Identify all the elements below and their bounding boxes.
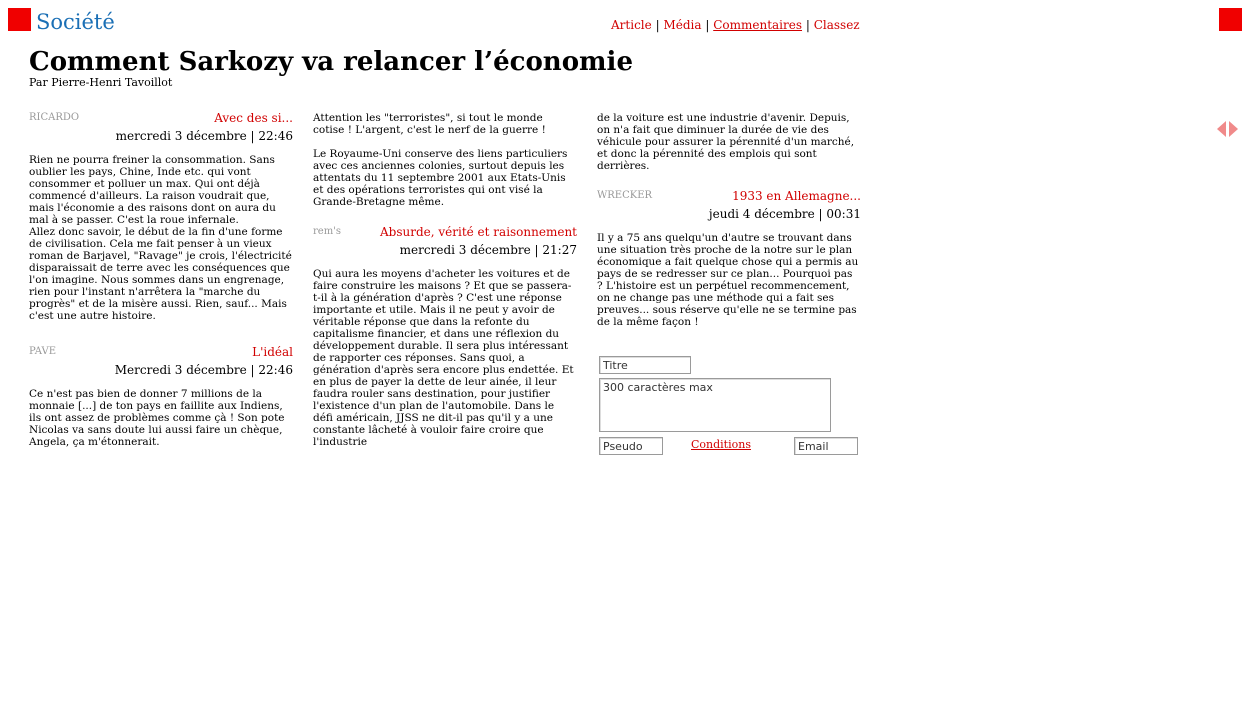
- comment-header: [29, 346, 293, 362]
- comment-body: [597, 232, 861, 328]
- comment-author: PAVE: [29, 346, 57, 357]
- comment-paragraph: Rien ne pourra freiner la consommation. Sans oublier les pays, Chine, Inde etc. qui vont consommer et polluer un max. Qui ont déjà commencé d'ailleurs. La raison voudrait que, mais l'économie a des raisons dont on aura du mal à se passer. C'est la roue infernale.: [29, 154, 276, 226]
- comment-header: [29, 112, 293, 128]
- comment-date: Mercredi 3 décembre | 22:46: [114, 363, 293, 377]
- comment-paragraph: Qui aura les moyens d'acheter les voitures et de faire construire les maisons ? Et que se passera-t-il à la génération d'après ? C'est une réponse importante et utile. Mais il ne peut y avoir de véritable réponse que dans la refonte du capitalisme financier, et dans une réflexion du développement durable. Il sera plus intéressant de rapporter ces réponses. Sans quoi, a génération d'après sera encore plus endettée. Et en plus de payer la dette de leur ainée, il leur faudra rouler sans destination, pour justifier l'existence d'un plan de l'automobile. Dans le défi américain, JJSS ne dit-il pas qu'il y a une constante lâcheté à vouloir faire croire que l'industrie: [313, 268, 574, 448]
- comments-pager: [1217, 121, 1239, 137]
- comment-author: RICARDO: [29, 112, 80, 123]
- comment-paragraph: Le Royaume-Uni conserve des liens particuliers avec ces anciennes colonies, surtout depuis les attentats du 11 septembre 2001 aux Etats-Unis et des opérations terroristes qui ont visé la Grande-Bretagne même.: [313, 148, 568, 208]
- comment-body: [29, 388, 293, 448]
- brand-square-left: [8, 8, 31, 31]
- article-byline: Par Pierre-Henri Tavoillot: [29, 76, 173, 89]
- comment-author: WRECKER: [597, 190, 653, 201]
- comment-date: jeudi 4 décembre | 00:31: [708, 207, 861, 221]
- comment: [597, 190, 861, 328]
- comment-header: [597, 190, 861, 206]
- nav-ranking-link[interactable]: Classez: [813, 18, 860, 32]
- comment-continuation: [597, 112, 861, 172]
- article-title: Comment Sarkozy va relancer l’économie: [29, 47, 633, 77]
- comment: [29, 346, 293, 448]
- comment-paragraph: Allez donc savoir, le début de la fin d'une forme de civilisation. Cela me fait penser à un vieux roman de Barjavel, "Ravage" je crois, l'électricité disparaissait de terre avec les conséquences que l'on imagine. Nous sommes dans un engrenage, rien pour l'instant n'arrêtera la "marche du progrès" et de la misère aussi. Rien, sauf... Mais c'est une autre histoire.: [29, 226, 292, 322]
- comment-title-link[interactable]: Absurde, vérité et raisonnement: [379, 225, 577, 239]
- arrow-right-icon[interactable]: [1229, 121, 1238, 137]
- comment-date: mercredi 3 décembre | 22:46: [115, 129, 293, 143]
- comment-date: mercredi 3 décembre | 21:27: [399, 243, 577, 257]
- comment-header: [313, 226, 577, 242]
- arrow-left-icon[interactable]: [1217, 121, 1226, 137]
- pseudo-input[interactable]: [599, 437, 663, 455]
- nav-separator: |: [705, 18, 710, 32]
- nav-media-link[interactable]: Média: [663, 18, 702, 32]
- comment-body: [313, 268, 577, 448]
- top-navigation: [611, 17, 860, 33]
- comment-paragraph: Il y a 75 ans quelqu'un d'autre se trouvant dans une situation très proche de la notre sur le plan économique a fait quelque chose qui a permis au pays de se redresser sur ce plan... Pourquoi pas ? L'histoire est un perpétuel recommencement, on ne change pas une méthode qui a fait ses preuves... sous réserve qu'elle ne se termine pas de la même façon !: [597, 232, 859, 328]
- comment: [29, 112, 293, 322]
- comment-title-link[interactable]: Avec des si...: [214, 111, 293, 125]
- nav-comments-link[interactable]: Commentaires: [713, 18, 803, 32]
- conditions-link[interactable]: Conditions: [691, 438, 751, 451]
- nav-separator: |: [655, 18, 660, 32]
- nav-separator: |: [805, 18, 810, 32]
- comments-column-1: [29, 112, 293, 472]
- comments-column-2: [313, 112, 577, 472]
- comment-paragraph: Attention les "terroristes", si tout le monde cotise ! L'argent, c'est le nerf de la guerre !: [313, 112, 546, 136]
- comment-paragraph: de la voiture est une industrie d'avenir. Depuis, on n'a fait que diminuer la durée de vie des véhicule pour assurer la pérennité d'un marché, et donc la pérennité des emplois qui sont derrières.: [597, 112, 855, 172]
- email-input[interactable]: [794, 437, 858, 455]
- comment-author: rem's: [313, 226, 342, 237]
- comment-text-input[interactable]: [599, 378, 831, 432]
- section-title[interactable]: Société: [36, 10, 115, 34]
- nav-article-link[interactable]: Article: [611, 18, 652, 32]
- comment-title-input[interactable]: [599, 356, 691, 374]
- comment-title-link[interactable]: L'idéal: [252, 345, 293, 359]
- brand-square-right[interactable]: [1219, 8, 1242, 31]
- comment-form: [597, 356, 861, 466]
- comment-body: [29, 154, 293, 322]
- comment: [313, 226, 577, 448]
- comment-paragraph: Ce n'est pas bien de donner 7 millions de la monnaie [...] de ton pays en faillite aux Indiens, ils ont assez de problèmes comme çà ! Son pote Nicolas va sans doute lui aussi faire un chèque, Angela, ça m'étonnerait.: [29, 388, 285, 448]
- comment-continuation: [313, 112, 577, 208]
- comment-title-link[interactable]: 1933 en Allemagne...: [732, 189, 861, 203]
- comments-column-3: [597, 112, 861, 466]
